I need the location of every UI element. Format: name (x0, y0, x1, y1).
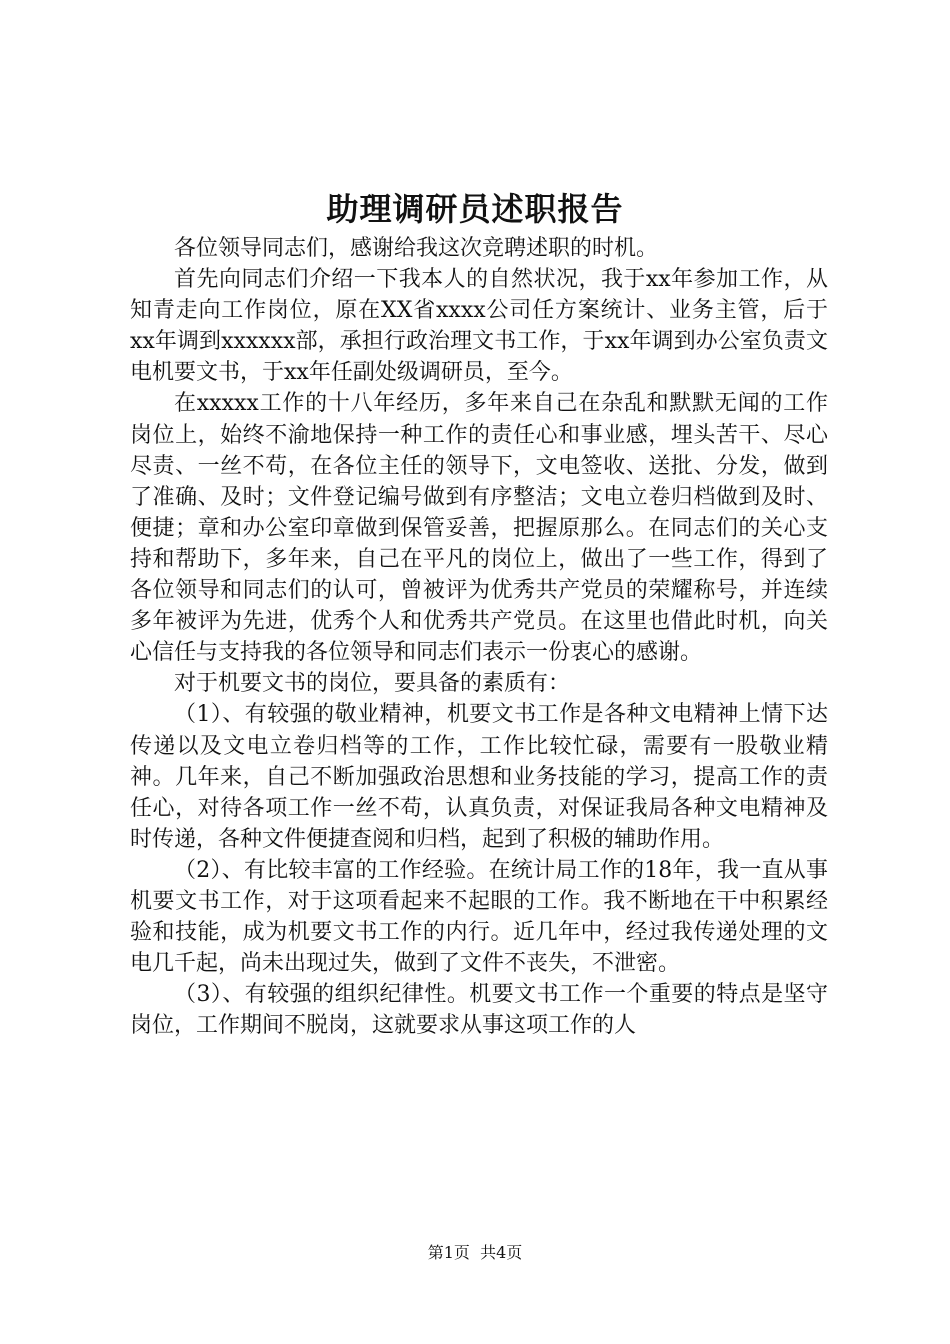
page-total: 共4页 (480, 1243, 523, 1262)
paragraph-greeting: 各位领导同志们，感谢给我这次竞聘述职的时机。 (174, 236, 659, 261)
document-body (130, 233, 828, 1041)
paragraph-qualities-intro: 对于机要文书的岗位，要具备的素质有： (174, 671, 571, 697)
page-footer (0, 1242, 950, 1264)
paragraph-quality-1: （1）、有较强的敬业精神，机要文书工作是各种文电精神上情下达传递以及文电立卷归档等的工作，工作比较忙碌，需要有一股敬业精神。几年来，自己不断加强政治思想和业务技能的学习，提高工作的责任心，对待各项工作一丝不苟，认真负责，对保证我局各种文电精神及时传递，各种文件便捷查阅和归档，起到了积极的辅助作用。 (130, 702, 828, 852)
paragraph-quality-3: （3）、有较强的组织纪律性。机要文书工作一个重要的特点是坚守岗位，工作期间不脱岗，这就要求从事这项工作的人 (130, 982, 828, 1039)
page-number: 第1页 (427, 1243, 470, 1262)
paragraph-quality-2: （2）、有比较丰富的工作经验。在统计局工作的18年，我一直从事机要文书工作，对于这项看起来不起眼的工作。我不断地在干中积累经验和技能，成为机要文书工作的内行。近几年中，经过我传递处理的文电几千起，尚未出现过失，做到了文件不丧失，不泄密。 (130, 857, 828, 977)
paragraph-self-introduction: 首先向同志们介绍一下我本人的自然状况，我于xx年参加工作，从知青走向工作岗位，原在XX省xxxx公司任方案统计、业务主管，后于xx年调到xxxxxx部，承担行政治理文书工作，于xx年调到办公室负责文电机要文书，于xx年任副处级调研员，至今。 (130, 267, 828, 386)
paragraph-work-experience: 在xxxxx工作的十八年经历，多年来自己在杂乱和默默无闻的工作岗位上，始终不渝地保持一种工作的责任心和事业感，埋头苦干、尽心尽责、一丝不苟，在各位主任的领导下，文电签收、送批、分发，做到了准确、及时；文件登记编号做到有序整洁；文电立卷归档做到及时、便捷；章和办公室印章做到保管妥善，把握原那么。在同志们的关心支持和帮助下，多年来，自己在平凡的岗位上，做出了一些工作，得到了各位领导和同志们的认可，曾被评为优秀共产党员的荣耀称号，并连续多年被评为先进，优秀个人和优秀共产党员。在这里也借此时机，向关心信任与支持我的各位领导和同志们表示一份衷心的感谢。 (130, 391, 828, 666)
document-title: 助理调研员述职报告 (326, 190, 624, 228)
